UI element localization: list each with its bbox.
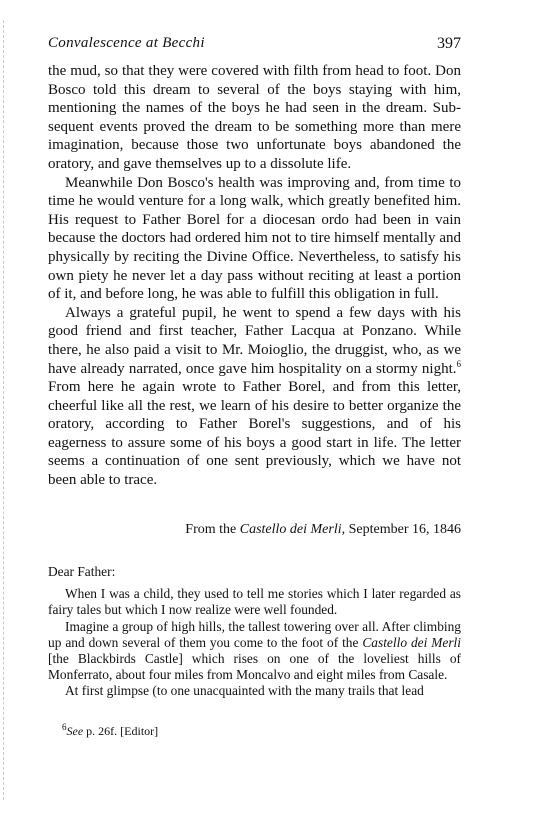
footnote-see: See xyxy=(66,724,84,738)
paragraph-ponzano-text-a: Always a grateful pupil, he went to spend a few days with his good friend and first teacher, Father Lacqua at Ponzano. While there, he also paid a visit to Mr. Moioglio, the druggist, who, as we have already narrated, once gave him hospitality on a stormy night. xyxy=(48,304,461,377)
letter-body xyxy=(48,564,461,700)
letter-paragraph-hills-text-a: Imagine a group of high hills, the tallest towering over all. After climbing up and down several of them you come to the foot of the xyxy=(48,618,461,650)
page-edge-line xyxy=(3,20,4,800)
footnote xyxy=(62,724,158,739)
footnote-reference-mark: 6 xyxy=(456,358,461,369)
paragraph-ponzano xyxy=(48,304,461,490)
body-text xyxy=(48,62,461,490)
paragraph-continued: the mud, so that they were covered with filth from head to foot. Don Bosco told this dream to several of the boys staying with him, mentioning the names of the boys he had seen in the dream. Sub-sequent events proved the dream to be something more than mere imagination, because those two unfortunate boys abandoned the oratory, and gave themselves up to a dissolute life. xyxy=(48,63,461,172)
letter-paragraph-glimpse: At first glimpse (to one unacquainted with the many trails that lead xyxy=(65,683,424,699)
dateline-place: Castello dei Merli, xyxy=(239,522,346,537)
letter-salutation: Dear Father: xyxy=(48,564,116,579)
letter-paragraph-hills-text-b: [the Blackbirds Castle] which rises on one of the loveliest hills of Monferrato, about four miles from Moncalvo and eight miles from Casale. xyxy=(48,651,461,683)
running-title: Convalescence at Becchi xyxy=(48,35,205,51)
footnote-text: p. 26f. [Editor] xyxy=(83,724,159,738)
page-header xyxy=(48,35,461,55)
paragraph-health: Meanwhile Don Bosco's health was improving and, from time to time he would venture for a long walk, which greatly benefited him. His request to Father Borel for a diocesan ordo had been in vain because the doctors had ordered him not to tire himself mentally and physically by reciting the Divine Office. Nevertheless, to satisfy his own piety he never let a day pass without reciting at least a portion of it, and before long, he was able to fulfill this obligation in full. xyxy=(48,174,461,303)
letter-paragraph-hills xyxy=(48,619,461,684)
letter-castle-name: Castello dei Merli xyxy=(362,634,461,650)
letter-dateline xyxy=(48,522,461,538)
dateline-from: From the xyxy=(185,522,240,537)
footnote-mark: 6 xyxy=(62,722,67,732)
paragraph-ponzano-text-b: From here he again wrote to Father Borel, and from this letter, cheerful like all the rest, we learn of his desire to better organize the oratory, according to Father Borel's suggestions, and of his eagerness to assure some of his boys a good start in life. The letter seems a continuation of one sent previously, which we have not been able to trace. xyxy=(48,379,461,489)
dateline-date: September 16, 1846 xyxy=(345,522,461,537)
page-number: 397 xyxy=(437,35,461,52)
letter-paragraph-childhood: When I was a child, they used to tell me stories which I later regarded as fairy tales but which I now realize were well founded. xyxy=(48,586,461,618)
